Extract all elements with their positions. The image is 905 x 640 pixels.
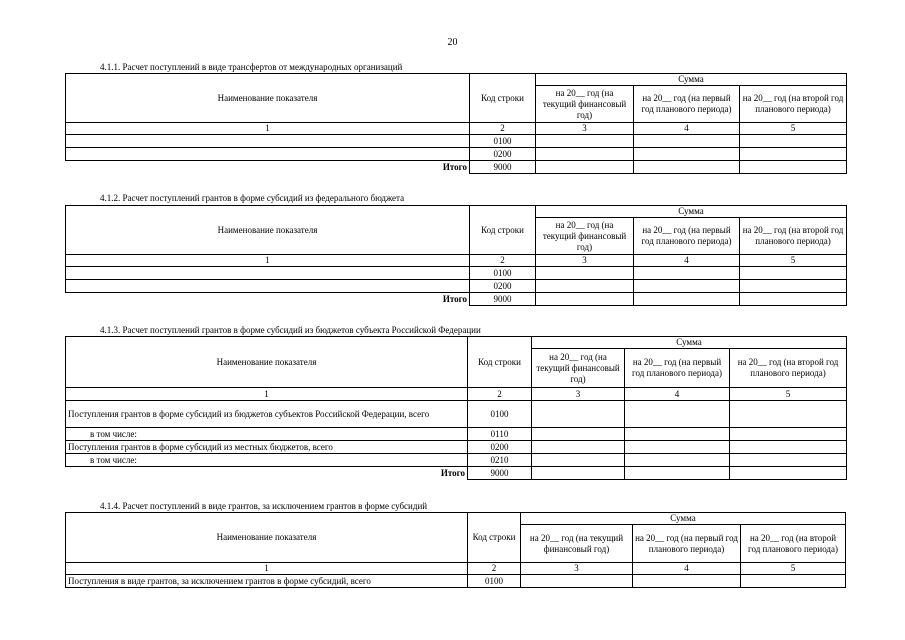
year-col-current: на 20__ год (на текущий финансовый год) — [536, 218, 634, 255]
total-code: 9000 — [470, 161, 536, 174]
value-cell[interactable] — [740, 280, 847, 293]
col-number: 4 — [633, 563, 741, 575]
year-col-first: на 20__ год (на первый год планового периода) — [633, 525, 741, 563]
table-row — [66, 135, 847, 148]
value-cell[interactable] — [730, 441, 847, 454]
value-cell[interactable] — [532, 401, 625, 428]
table-row — [66, 267, 847, 280]
row-name[interactable] — [66, 135, 470, 148]
row-code: 0200 — [470, 148, 536, 161]
value-cell[interactable] — [634, 267, 740, 280]
year-col-current: на 20__ год (на текущий финансовый год) — [521, 525, 633, 563]
col-number: 1 — [66, 388, 468, 401]
year-col-current: на 20__ год (на текущий финансовый год) — [536, 86, 634, 123]
year-col-current: на 20__ год (на текущий финансовый год) — [532, 349, 625, 388]
code-header: Код строки — [470, 74, 536, 123]
year-col-first: на 20__ год (на первый год планового периода) — [625, 349, 730, 388]
value-cell[interactable] — [536, 293, 634, 306]
col-number: 1 — [66, 255, 470, 267]
table-row — [66, 454, 847, 467]
total-label: Итого — [66, 161, 470, 174]
col-number: 2 — [470, 255, 536, 267]
value-cell[interactable] — [625, 467, 730, 480]
year-col-second: на 20__ год (на второй год планового периода) — [741, 525, 846, 563]
col-number: 4 — [634, 255, 740, 267]
name-header: Наименование показателя — [66, 74, 470, 123]
value-cell[interactable] — [740, 293, 847, 306]
sum-header: Сумма — [536, 74, 847, 86]
value-cell[interactable] — [625, 428, 730, 441]
value-cell[interactable] — [730, 454, 847, 467]
total-row — [66, 161, 847, 174]
name-header: Наименование показателя — [66, 337, 468, 388]
col-number: 3 — [532, 388, 625, 401]
value-cell[interactable] — [536, 148, 634, 161]
col-number: 2 — [468, 563, 521, 575]
sum-header: Сумма — [521, 513, 846, 525]
col-number: 4 — [634, 123, 740, 135]
code-header: Код строки — [468, 513, 521, 563]
sum-header: Сумма — [536, 206, 847, 218]
table-row — [66, 575, 846, 588]
col-number: 1 — [66, 563, 468, 575]
col-number: 2 — [468, 388, 532, 401]
total-code: 9000 — [468, 467, 532, 480]
table-row — [66, 441, 847, 454]
value-cell[interactable] — [536, 280, 634, 293]
section-title-4-1-1: 4.1.1. Расчет поступлений в виде трансфертов от международных организаций — [100, 62, 403, 72]
total-row — [66, 293, 847, 306]
row-code: 0100 — [470, 135, 536, 148]
col-number: 5 — [730, 388, 847, 401]
year-col-second: на 20__ год (на второй год планового периода) — [740, 218, 847, 255]
value-cell[interactable] — [625, 441, 730, 454]
value-cell[interactable] — [536, 135, 634, 148]
row-name[interactable] — [66, 267, 470, 280]
value-cell[interactable] — [532, 467, 625, 480]
sum-header: Сумма — [532, 337, 847, 349]
value-cell[interactable] — [625, 401, 730, 428]
table-4-1-3 — [65, 336, 847, 480]
table-row — [66, 148, 847, 161]
row-code: 0210 — [468, 454, 532, 467]
value-cell[interactable] — [741, 575, 846, 588]
col-number: 4 — [625, 388, 730, 401]
value-cell[interactable] — [730, 428, 847, 441]
col-number: 3 — [536, 123, 634, 135]
value-cell[interactable] — [521, 575, 633, 588]
page-number: 20 — [447, 37, 458, 48]
row-name: Поступления грантов в форме субсидий из местных бюджетов, всего — [66, 441, 468, 454]
col-number: 5 — [741, 563, 846, 575]
col-number: 3 — [536, 255, 634, 267]
row-code: 0100 — [468, 401, 532, 428]
code-header: Код строки — [468, 337, 532, 388]
value-cell[interactable] — [730, 401, 847, 428]
row-name: в том числе: — [66, 428, 468, 441]
value-cell[interactable] — [532, 428, 625, 441]
value-cell[interactable] — [634, 293, 740, 306]
total-label: Итого — [66, 467, 468, 480]
row-code: 0100 — [468, 575, 521, 588]
table-4-1-1 — [65, 73, 847, 174]
value-cell[interactable] — [634, 280, 740, 293]
col-number: 1 — [66, 123, 470, 135]
value-cell[interactable] — [740, 135, 847, 148]
col-number: 5 — [740, 123, 847, 135]
table-4-1-4 — [65, 512, 846, 588]
total-label: Итого — [66, 293, 470, 306]
year-col-second: на 20__ год (на второй год планового периода) — [740, 86, 847, 123]
table-row — [66, 280, 847, 293]
total-code: 9000 — [470, 293, 536, 306]
row-name: Поступления грантов в форме субсидий из бюджетов субъектов Российской Федерации, всего — [66, 401, 468, 428]
total-row — [66, 467, 847, 480]
row-name[interactable] — [66, 280, 470, 293]
row-code: 0110 — [468, 428, 532, 441]
code-header: Код строки — [470, 206, 536, 255]
section-title-4-1-4: 4.1.4. Расчет поступлений в виде грантов, за исключением грантов в форме субсидий — [100, 501, 428, 511]
value-cell[interactable] — [740, 267, 847, 280]
row-code: 0100 — [470, 267, 536, 280]
value-cell[interactable] — [536, 267, 634, 280]
value-cell[interactable] — [634, 135, 740, 148]
value-cell[interactable] — [740, 161, 847, 174]
col-number: 2 — [470, 123, 536, 135]
row-name[interactable] — [66, 148, 470, 161]
name-header: Наименование показателя — [66, 206, 470, 255]
section-title-4-1-3: 4.1.3. Расчет поступлений грантов в форме субсидий из бюджетов субъекта Российской Федерации — [100, 325, 481, 335]
table-row — [66, 428, 847, 441]
col-number: 3 — [521, 563, 633, 575]
value-cell[interactable] — [633, 575, 741, 588]
value-cell[interactable] — [532, 441, 625, 454]
row-name: в том числе: — [66, 454, 468, 467]
year-col-first: на 20__ год (на первый год планового периода) — [634, 218, 740, 255]
value-cell[interactable] — [730, 467, 847, 480]
table-4-1-2 — [65, 205, 847, 306]
year-col-first: на 20__ год (на первый год планового периода) — [634, 86, 740, 123]
value-cell[interactable] — [625, 454, 730, 467]
value-cell[interactable] — [532, 454, 625, 467]
name-header: Наименование показателя — [66, 513, 468, 563]
table-row — [66, 401, 847, 428]
col-number: 5 — [740, 255, 847, 267]
value-cell[interactable] — [634, 161, 740, 174]
row-code: 0200 — [470, 280, 536, 293]
year-col-second: на 20__ год (на второй год планового периода) — [730, 349, 847, 388]
section-title-4-1-2: 4.1.2. Расчет поступлений грантов в форме субсидий из федерального бюджета — [100, 193, 405, 203]
value-cell[interactable] — [634, 148, 740, 161]
row-code: 0200 — [468, 441, 532, 454]
row-name: Поступления в виде грантов, за исключением грантов в форме субсидий, всего — [66, 575, 468, 588]
value-cell[interactable] — [536, 161, 634, 174]
value-cell[interactable] — [740, 148, 847, 161]
